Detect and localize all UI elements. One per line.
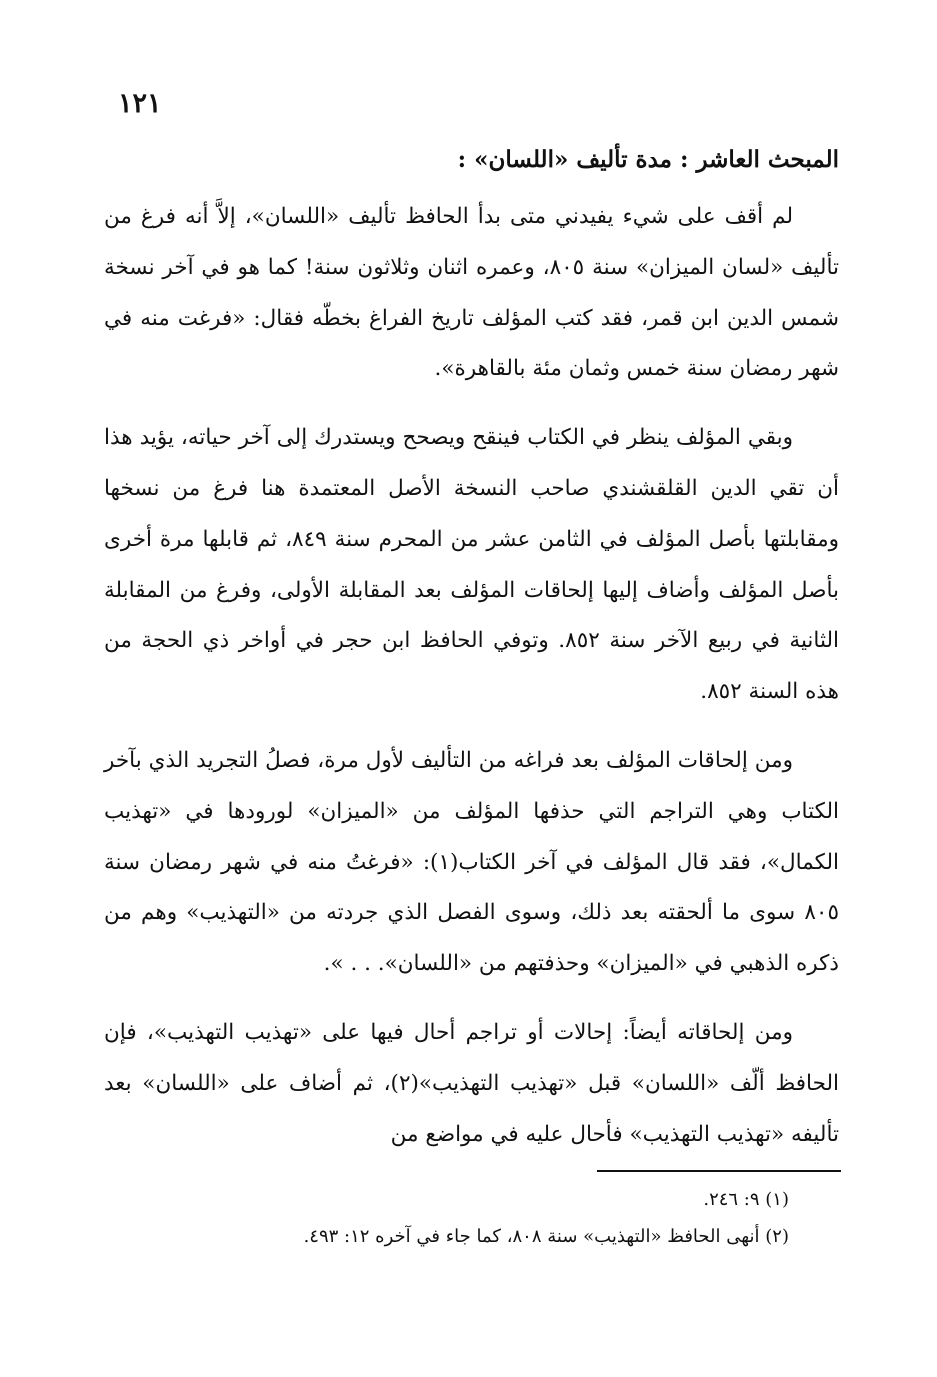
paragraph-3: ومن إلحاقات المؤلف بعد فراغه من التأليف لأول مرة، فصلُ التجريد الذي بآخر الكتاب وهي التراجم التي حذفها المؤلف من «الميزان» لورودها في «تهذيب الكمال»، فقد قال المؤلف في آخر الكتاب(١): «فرغتُ منه في شهر رمضان سنة ٨٠٥ سوى ما ألحقته بعد ذلك، وسوى الفصل الذي جردته من «التهذيب» وهم من ذكره الذهبي في «الميزان» وحذفتهم من «اللسان». . . ». <box>104 747 839 977</box>
footnotes <box>104 1181 839 1255</box>
footnote-1: (١) ٩: ٢٤٦. <box>703 1189 789 1210</box>
paragraph-2: وبقي المؤلف ينظر في الكتاب فينقح ويصحح ويستدرك إلى آخر حياته، يؤيد هذا أن تقي الدين القلقشندي صاحب النسخة الأصل المعتمدة هنا فرغ من نسخها ومقابلتها بأصل المؤلف في الثامن عشر من المحرم سنة ٨٤٩، ثم قابلها مرة أخرى بأصل المؤلف وأضاف إليها إلحاقات المؤلف بعد المقابلة الأولى، وفرغ من المقابلة الثانية في ربيع الآخر سنة ٨٥٢. وتوفي الحافظ ابن حجر في أواخر ذي الحجة من هذه السنة ٨٥٢. <box>104 425 839 705</box>
footnote-2: (٢) أنهى الحافظ «التهذيب» سنة ٨٠٨، كما جاء في آخره ١٢: ٤٩٣. <box>303 1226 789 1247</box>
paragraph-1: لم أقف على شيء يفيدني متى بدأ الحافظ تأليف «اللسان»، إلاَّ أنه فرغ من تأليف «لسان الميزان» سنة ٨٠٥، وعمره اثنان وثلاثون سنة! كما هو في آخر نسخة شمس الدين ابن قمر، فقد كتب المؤلف تاريخ الفراغ بخطّه فقال: «فرغت منه في شهر رمضان سنة خمس وثمان مئة بالقاهرة». <box>104 204 839 382</box>
page-body <box>104 140 839 1160</box>
footnote-separator <box>597 1170 841 1172</box>
section-heading: المبحث العاشر : مدة تأليف «اللسان» : <box>457 146 839 173</box>
paragraph-4: ومن إلحاقاته أيضاً: إحالات أو تراجم أحال فيها على «تهذيب التهذيب»، فإن الحافظ ألّف «اللسان» قبل «تهذيب التهذيب»(٢)، ثم أضاف على «اللسان» بعد تأليفه «تهذيب التهذيب» فأحال عليه في مواضع من <box>104 1019 839 1147</box>
page-number: ١٢١ <box>118 88 162 119</box>
